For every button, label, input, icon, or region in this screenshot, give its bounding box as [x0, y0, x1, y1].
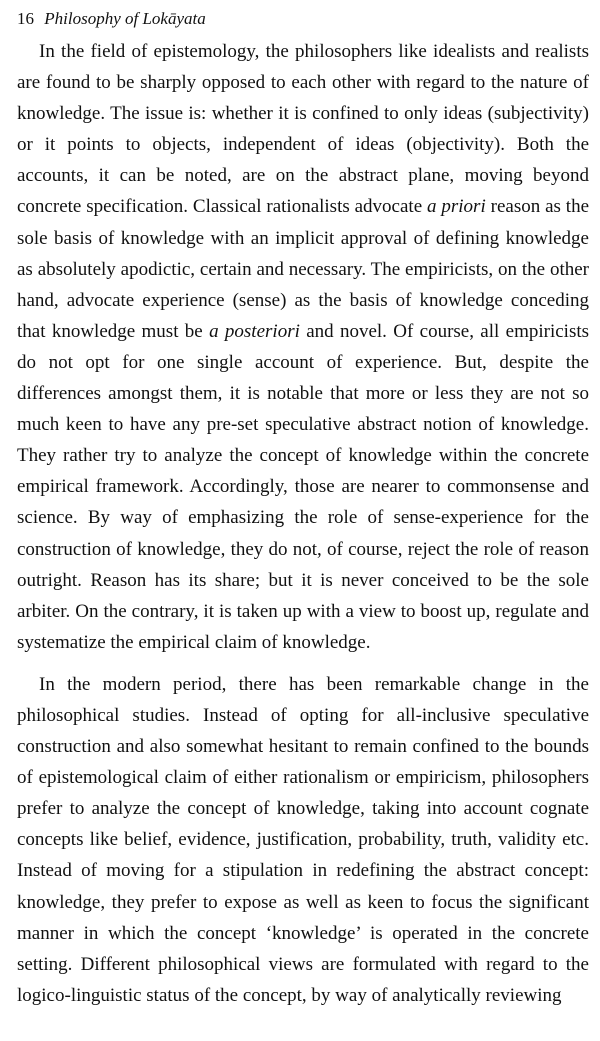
paragraph-text: In the field of epistemology, the philosophers like idealists and realists are found to be sharply opposed to each other with regard to the nature of knowledge. The issue is: whether it is confined to only ideas (subjectivity) or it points to objects, independent of ideas (objectivity). Both the accounts, it can be noted, are on the abstract plane, moving beyond concrete specification. Classical rationalists advocate [17, 41, 589, 218]
paragraph-epistemology [17, 36, 589, 658]
italic-term-a-posteriori: a posteriori [209, 320, 300, 342]
running-header [17, 8, 589, 30]
book-page [17, 8, 589, 1011]
paragraph-modern-period [17, 669, 589, 1011]
running-title: Philosophy of Lokāyata [44, 9, 206, 28]
paragraph-text: and novel. Of course, all empiricists do not opt for one single account of experience. But, despite the differences amongst them, it is notable that more or less they are not so much keen to have any pre-set speculative abstract notion of knowledge. They rather try to analyze the concept of knowledge within the concrete empirical framework. Accordingly, those are nearer to commonsense and science. By way of emphasizing the role of sense-experience for the construction of knowledge, they do not, of course, reject the role of reason outright. Reason has its share; but it is never conceived to be the sole arbiter. On the contrary, it is taken up with a view to boost up, regulate and systematize the empirical claim of knowledge. [17, 320, 590, 653]
paragraph-text: In the modern period, there has been remarkable change in the philosophical studies. Instead of opting for all-inclusive speculative construction and also somewhat hesitant to remain confined to the bounds of epistemological claim of either rationalism or empiricism, philosophers prefer to analyze the concept of knowledge, taking into account cognate concepts like belief, evidence, justification, probability, truth, validity etc. Instead of moving for a stipulation in redefining the abstract concept: knowledge, they prefer to expose as well as keen to focus the significant manner in which the concept ‘knowledge’ is operated in the concrete setting. Different philosophical views are formulated with regard to the logico-linguistic status of the concept, by way of analytically reviewing [17, 673, 589, 1006]
italic-term-a-priori: a priori [427, 196, 486, 218]
paragraph-text: reason as the sole basis of knowledge with an implicit approval of defining knowledge as absolutely apodictic, certain and necessary. The empiricists, on the other hand, advocate experience (sense) as the basis of knowledge conceding that knowledge must be [17, 196, 589, 342]
page-number: 16 [17, 9, 34, 28]
